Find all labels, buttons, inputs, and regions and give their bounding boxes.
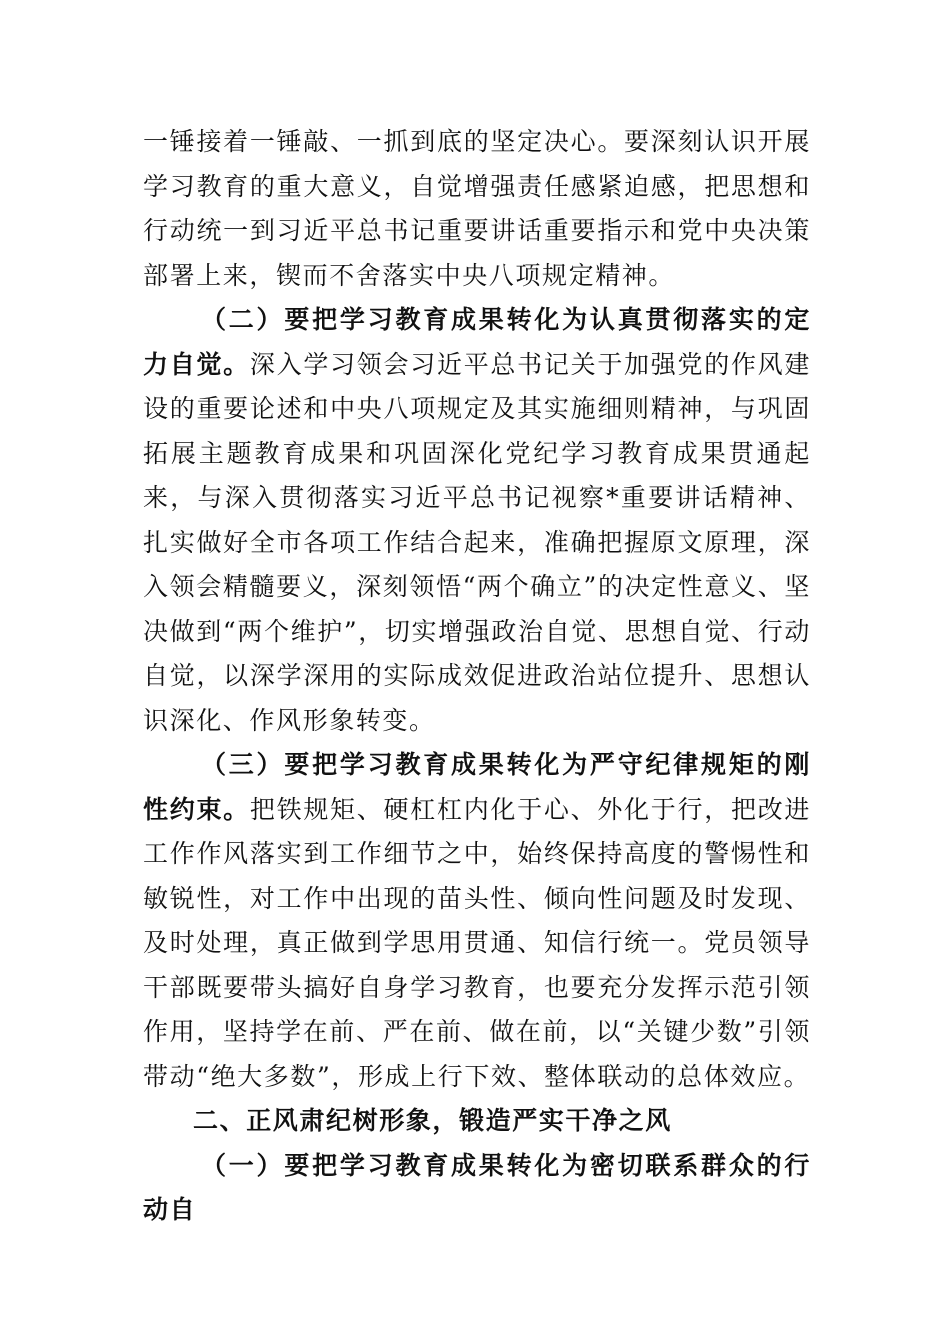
document-body bbox=[143, 120, 811, 1233]
paragraph-body: 把铁规矩、硬杠杠内化于心、外化于行，把改进工作作风落实到工作细节之中，始终保持高度的警惕性和敏锐性，对工作中出现的苗头性、倾向性问题及时发现、及时处理，真正做到学思用贯通、知信行统一。党员领导干部既要带头搞好自身学习教育，也要充分发挥示范引领作用，坚持学在前、严在前、做在前，以“关键少数”引领带动“绝大多数”，形成上行下效、整体联动的总体效应。 bbox=[143, 794, 811, 1091]
paragraph-lead: （一）要把学习教育成果转化为密切联系群众的行动自 bbox=[143, 1150, 811, 1224]
paragraph-lead: （三）要把学习教育成果转化为严守纪律规矩的刚性约束。 bbox=[143, 750, 811, 824]
paragraph-lead: （二）要把学习教育成果转化为认真贯彻落实的定力自觉。 bbox=[143, 305, 811, 379]
paragraph-body: 深入学习领会习近平总书记关于加强党的作风建设的重要论述和中央八项规定及其实施细则精神，与巩固拓展主题教育成果和巩固深化党纪学习教育成果贯通起来，与深入贯彻落实习近平总书记视察*重要讲话精神、扎实做好全市各项工作结合起来，准确把握原文原理，深入领会精髓要义，深刻领悟“两个确立”的决定性意义、坚决做到“两个维护”，切实增强政治自觉、思想自觉、行动自觉，以深学深用的实际成效促进政治站位提升、思想认识深化、作风形象转变。 bbox=[143, 349, 811, 735]
paragraph-item-3 bbox=[143, 743, 811, 1099]
section-heading: 二、正风肃纪树形象，锻造严实干净之风 bbox=[193, 1106, 672, 1135]
paragraph-item-2 bbox=[143, 298, 811, 743]
paragraph-continuation bbox=[143, 120, 811, 298]
paragraph-body: 一锤接着一锤敲、一抓到底的坚定决心。要深刻认识开展学习教育的重大意义，自觉增强责任感紧迫感，把思想和行动统一到习近平总书记重要讲话重要指示和党中央决策部署上来，锲而不舍落实中央八项规定精神。 bbox=[143, 127, 811, 290]
paragraph-item-next bbox=[143, 1144, 811, 1233]
